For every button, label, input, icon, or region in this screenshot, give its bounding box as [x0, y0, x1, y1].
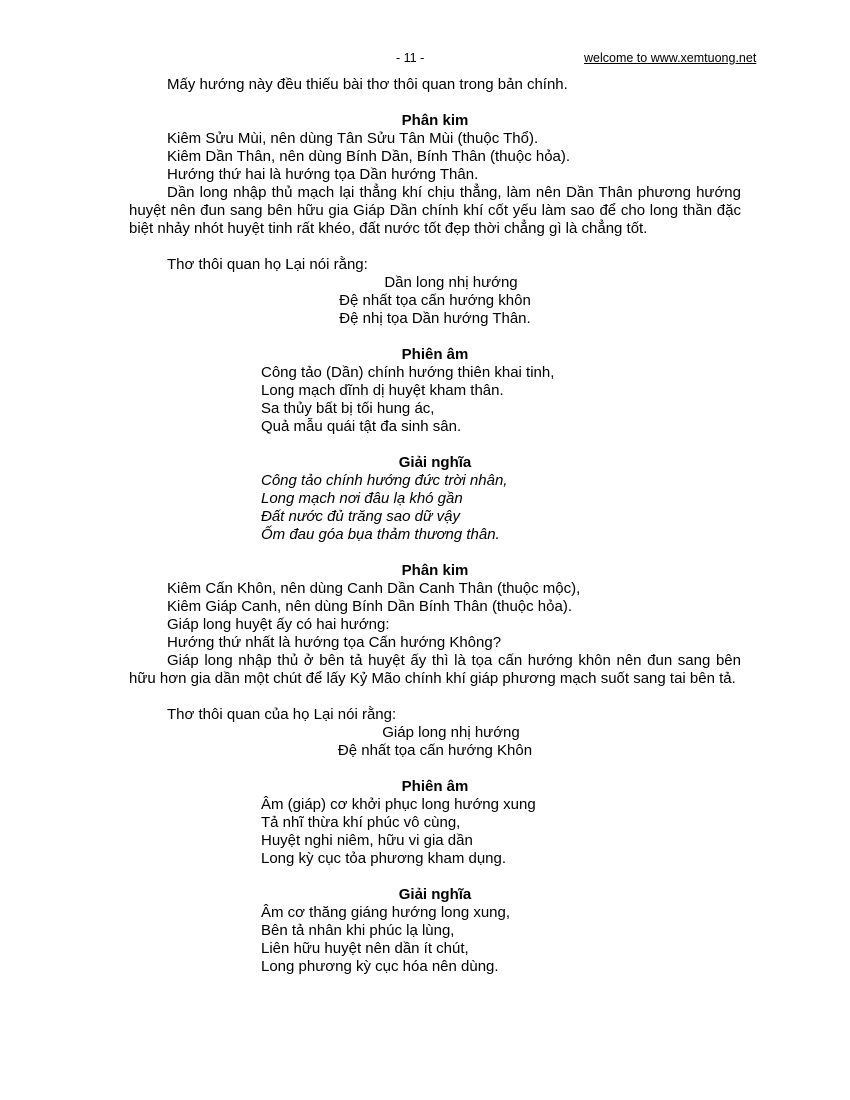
text-line: Kiêm Sửu Mùi, nên dùng Tân Sửu Tân Mùi (thuộc Thổ).	[167, 130, 539, 147]
document-body	[129, 76, 741, 976]
poem-line: Đệ nhất tọa cấn hướng Khôn	[337, 742, 533, 759]
phien-am-verse	[129, 364, 741, 436]
verse-line: Ốm đau góa bụa thảm thương thân.	[261, 526, 500, 543]
verse-line: Liên hữu huyệt nên dần ít chút,	[261, 940, 469, 957]
paragraph: Dần long nhập thủ mạch lại thẳng khí chịu thẳng, làm nên Dần Thân phương hướng huyệt nên đun sang bên hữu gia Giáp Dần chính khí cốt yếu làm sao để cho long thần đặc biệt nhảy nhót huyệt tinh rất khéo, đất nước tốt đẹp thời chẳng gì là chẳng tốt.	[129, 184, 741, 237]
giai-nghia-verse	[129, 904, 741, 976]
section-heading-phan-kim-2: Phân kim	[401, 562, 469, 579]
paragraph: Giáp long nhập thủ ở bên tả huyệt ấy thì là tọa cấn hướng khôn nên đun sang bên hữu hơn gia dần một chút để lấy Kỷ Mão chính khí giáp phương mạch suốt sang tai bên tả.	[129, 652, 741, 687]
page-number: - 11 -	[396, 51, 425, 65]
verse-line: Tả nhĩ thừa khí phúc vô cùng,	[261, 814, 461, 831]
poem-intro: Thơ thôi quan của họ Lại nói rằng:	[167, 706, 397, 723]
text-line: Kiêm Giáp Canh, nên dùng Bính Dần Bính Thân (thuộc hỏa).	[167, 598, 572, 615]
verse-line: Long mạch dĩnh dị huyệt kham thân.	[261, 382, 504, 399]
section-heading-phien-am-2: Phiên âm	[401, 778, 469, 795]
poem-title: Giáp long nhị hướng	[382, 724, 520, 741]
intro-line: Mấy hướng này đều thiếu bài thơ thôi quan trong bản chính.	[167, 76, 568, 93]
verse-line: Long phương kỳ cục hóa nên dùng.	[261, 958, 499, 975]
poem-title: Dần long nhị hướng	[384, 274, 518, 291]
text-line: Kiêm Dần Thân, nên dùng Bính Dần, Bính Thân (thuộc hỏa).	[167, 148, 571, 165]
section-heading-giai-nghia-2: Giải nghĩa	[398, 886, 472, 903]
text-line: Kiêm Cấn Khôn, nên dùng Canh Dần Canh Thân (thuộc mộc),	[167, 580, 581, 597]
verse-line: Huyệt nghi niêm, hữu vi gia dần	[261, 832, 473, 849]
verse-line: Long kỳ cục tỏa phương kham dụng.	[261, 850, 507, 867]
poem-line: Đệ nhị tọa Dần hướng Thân.	[339, 310, 531, 327]
verse-line: Công tảo chính hướng đức trời nhân,	[261, 472, 508, 489]
verse-line: Quả mẫu quái tật đa sinh sân.	[261, 418, 462, 435]
section-heading-giai-nghia-1: Giải nghĩa	[398, 454, 472, 471]
verse-line: Sa thủy bất bị tối hung ác,	[261, 400, 435, 417]
verse-line: Âm (giáp) cơ khởi phục long hướng xung	[261, 796, 536, 813]
poem-line: Đệ nhất tọa cấn hướng khôn	[339, 292, 531, 309]
verse-line: Long mạch nơi đâu lạ khó gần	[261, 490, 463, 507]
verse-line: Công tảo (Dần) chính hướng thiên khai tinh,	[261, 364, 555, 381]
text-line: Hướng thứ nhất là hướng tọa Cấn hướng Không?	[167, 634, 502, 651]
giai-nghia-verse	[129, 472, 741, 544]
website-link[interactable]: welcome to www.xemtuong.net	[584, 51, 757, 65]
section-heading-phan-kim-1: Phân kim	[401, 112, 469, 129]
verse-line: Đất nước đủ trăng sao dữ vậy	[261, 508, 461, 525]
phien-am-verse	[129, 796, 741, 868]
text-line: Giáp long huyệt ấy có hai hướng:	[167, 616, 390, 633]
poem-intro: Thơ thôi quan họ Lại nói rằng:	[167, 256, 368, 273]
verse-line: Bên tả nhân khi phúc lạ lùng,	[261, 922, 455, 939]
verse-line: Âm cơ thăng giáng hướng long xung,	[261, 904, 511, 921]
text-line: Hướng thứ hai là hướng tọa Dần hướng Thân.	[167, 166, 479, 183]
section-heading-phien-am-1: Phiên âm	[401, 346, 469, 363]
